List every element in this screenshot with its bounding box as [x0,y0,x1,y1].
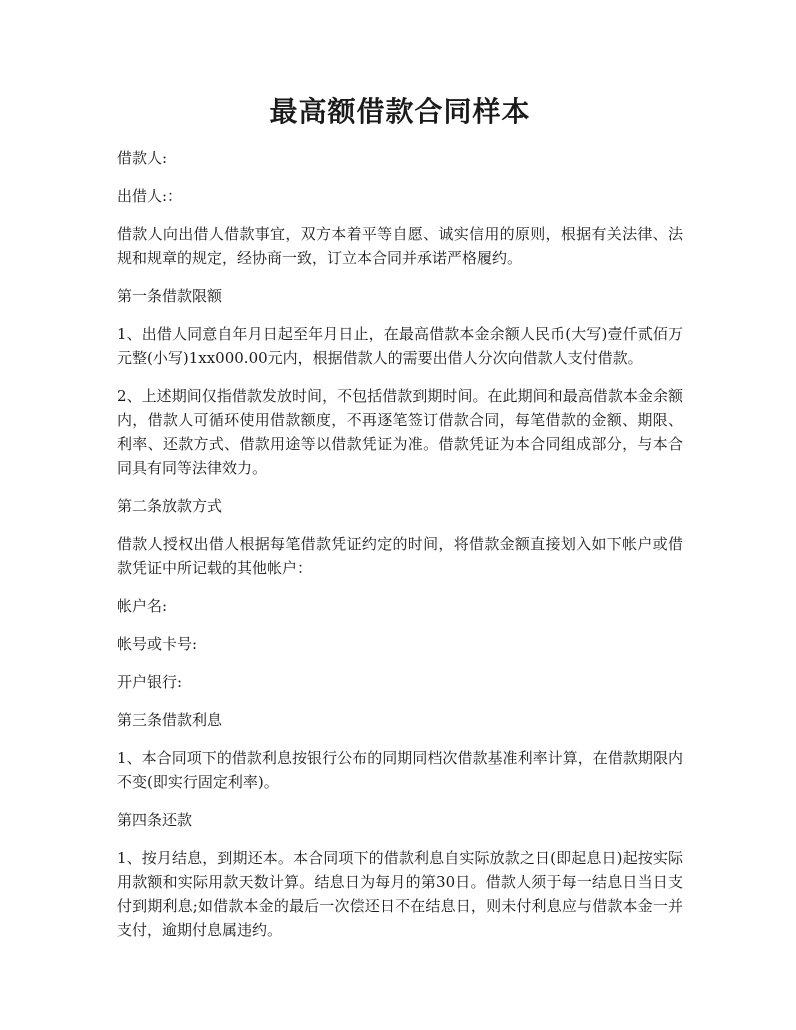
article-3-clause-1: 1、本合同项下的借款利息按银行公布的同期同档次借款基准利率计算，在借款期限内不变(即实行固定利率)。 [117,749,683,791]
article-2-paragraph: 借款人授权出借人根据每笔借款凭证约定的时间，将借款金额直接划入如下帐户或借款凭证中所记载的其他帐户： [117,535,683,577]
article-2-heading: 第二条放款方式 [117,497,223,515]
borrower-line: 借款人: [117,149,168,167]
document-title: 最高额借款合同样本 [269,95,531,128]
article-1-clause-2: 2、上述期间仅指借款发放时间，不包括借款到期时间。在此期间和最高借款本金余额内，借款人可循环使用借款额度，不再逐笔签订借款合同，每笔借款的金额、期限、利率、还款方式、借款用途等以借款凭证为准。借款凭证为本合同组成部分，与本合同具有同等法律效力。 [117,387,683,477]
account-number-line: 帐号或卡号: [117,635,198,653]
lender-line: 出借人:： [117,187,183,205]
preamble-paragraph: 借款人向出借人借款事宜，双方本着平等自愿、诚实信用的原则，根据有关法律、法规和规章的规定，经协商一致，订立本合同并承诺严格履约。 [117,225,683,267]
article-1-clause-1: 1、出借人同意自年月日起至年月日止，在最高借款本金余额人民币(大写)壹仟贰佰万元整(小写)1xx000.00元内，根据借款人的需要出借人分次向借款人支付借款。 [117,325,683,367]
article-4-heading: 第四条还款 [117,811,193,829]
account-name-line: 帐户名: [117,597,168,615]
article-3-heading: 第三条借款利息 [117,711,223,729]
document-body [117,146,683,956]
bank-line: 开户银行: [117,673,183,691]
article-1-heading: 第一条借款限额 [117,287,223,305]
article-4-clause-1: 1、按月结息，到期还本。本合同项下的借款利息自实际放款之日(即起息日)起按实际用款额和实际用款天数计算。结息日为每月的第30日。借款人须于每一结息日当日支付到期利息;如借款本金的最后一次偿还日不在结息日，则未付利息应与借款本金一并支付，逾期付息属违约。 [117,849,683,939]
